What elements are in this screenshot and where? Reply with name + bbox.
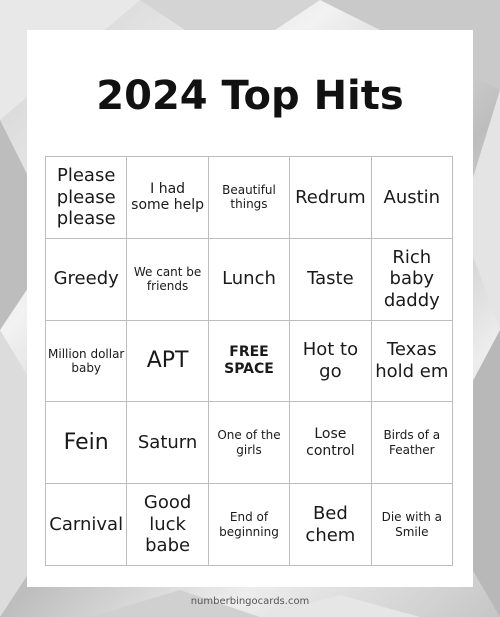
bingo-grid xyxy=(45,156,453,566)
bingo-cell-text: Birds of a Feather xyxy=(383,428,441,457)
bingo-cell[interactable] xyxy=(290,157,371,239)
bingo-cell[interactable] xyxy=(127,157,208,239)
bingo-cell[interactable] xyxy=(372,239,453,321)
bingo-cell[interactable] xyxy=(46,321,127,403)
bingo-cell-text: Hot to go xyxy=(302,339,359,382)
bingo-cell-text: Million dollar baby xyxy=(48,346,125,375)
bingo-cell[interactable] xyxy=(290,402,371,484)
bingo-cell[interactable] xyxy=(46,157,127,239)
bingo-cell-text: Carnival xyxy=(49,513,124,535)
bingo-cell[interactable] xyxy=(127,402,208,484)
bingo-cell[interactable] xyxy=(290,321,371,403)
bingo-cell[interactable] xyxy=(127,321,208,403)
bingo-cell[interactable] xyxy=(372,402,453,484)
bingo-cell-text: Taste xyxy=(307,268,354,290)
bingo-cell-text: FREE SPACE xyxy=(224,344,274,377)
bingo-cell-text: Fein xyxy=(63,429,109,455)
bingo-cell[interactable] xyxy=(46,239,127,321)
bingo-cell[interactable] xyxy=(290,484,371,566)
bingo-cell[interactable] xyxy=(127,239,208,321)
bingo-cell[interactable] xyxy=(372,321,453,403)
bingo-cell-text: Greedy xyxy=(53,268,119,290)
bingo-cell-text: Bed chem xyxy=(305,503,356,546)
bingo-cell-text: We cant be friends xyxy=(133,264,202,294)
bingo-cell-text: I had some help xyxy=(131,180,204,214)
bingo-cell-text: Saturn xyxy=(137,431,198,453)
bingo-cell-text: Good luck babe xyxy=(143,492,192,557)
bingo-cell[interactable] xyxy=(127,484,208,566)
card-title: 2024 Top Hits xyxy=(96,73,404,119)
site-footer: numberbingocards.com xyxy=(190,596,310,607)
bingo-cell-text: Please please please xyxy=(56,165,116,230)
bingo-cell-text: Austin xyxy=(383,186,441,208)
bingo-cell-text: APT xyxy=(146,347,189,373)
bingo-cell[interactable] xyxy=(209,239,290,321)
bingo-cell[interactable] xyxy=(209,321,290,403)
bingo-cell-text: Rich baby daddy xyxy=(383,246,440,311)
bingo-cell[interactable] xyxy=(46,484,127,566)
bingo-cell-text: Die with a Smile xyxy=(381,510,442,539)
bingo-cell[interactable] xyxy=(290,239,371,321)
bingo-cell-text: End of beginning xyxy=(219,510,279,539)
bingo-cell[interactable] xyxy=(209,484,290,566)
bingo-cell-text: Beautiful things xyxy=(222,183,276,212)
bingo-cell-text: Lose control xyxy=(306,425,355,459)
bingo-cell[interactable] xyxy=(372,157,453,239)
bingo-cell[interactable] xyxy=(209,402,290,484)
bingo-cell[interactable] xyxy=(372,484,453,566)
bingo-cell[interactable] xyxy=(209,157,290,239)
bingo-cell-text: Texas hold em xyxy=(375,339,449,382)
bingo-cell-text: Redrum xyxy=(295,186,366,208)
bingo-cell[interactable] xyxy=(46,402,127,484)
bingo-cell-text: One of the girls xyxy=(217,428,281,457)
bingo-cell-text: Lunch xyxy=(222,268,276,290)
